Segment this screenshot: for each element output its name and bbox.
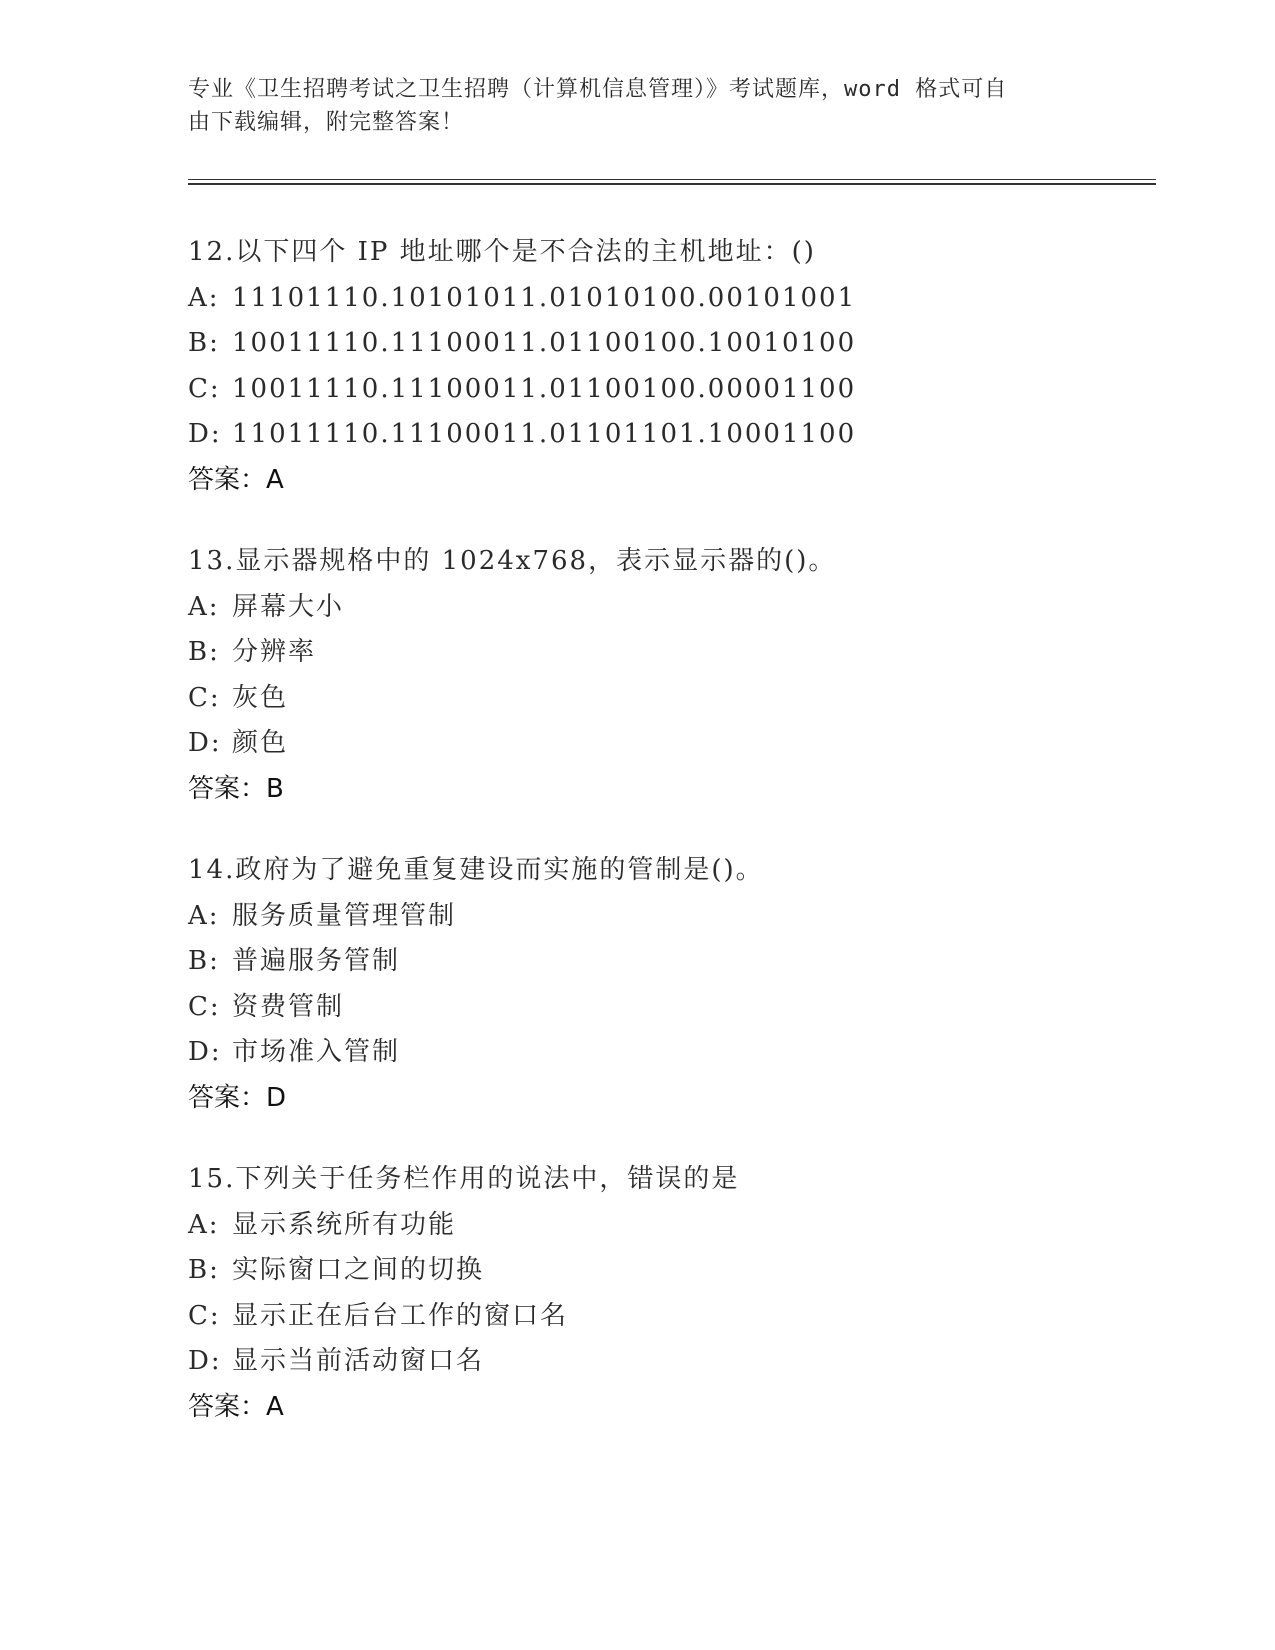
- option-text: 市场准入管制: [232, 1037, 401, 1067]
- option-letter: B:: [188, 1255, 220, 1285]
- option-letter: D:: [188, 419, 222, 449]
- header-divider-thick: [188, 183, 1156, 185]
- option-text: 10011110.11100011.01100100.00001100: [232, 373, 857, 404]
- header-divider-thin: [188, 179, 1156, 180]
- option-text: 灰色: [232, 682, 289, 713]
- answer-line: 答案：A: [188, 464, 284, 495]
- header-line-1: 专业《卫生招聘考试之卫生招聘（计算机信息管理）》考试题库，word 格式可自: [188, 77, 1008, 102]
- option-letter: D:: [188, 1037, 222, 1067]
- option-letter: A:: [188, 591, 220, 622]
- question-title: 15.下列关于任务栏作用的说法中，错误的是: [188, 1164, 740, 1194]
- question-12: [188, 230, 1148, 503]
- option-text: 屏幕大小: [232, 591, 345, 622]
- option-text: 10011110.11100011.01100100.10010100: [232, 328, 857, 358]
- option-c: [188, 985, 1148, 1031]
- option-text: 显示系统所有功能: [232, 1209, 457, 1240]
- answer-line: 答案：B: [188, 773, 284, 804]
- option-letter: C:: [188, 682, 221, 713]
- option-text: 11101110.10101011.01010100.00101001: [232, 282, 857, 313]
- option-a: [188, 1203, 1148, 1249]
- option-text: 11011110.11100011.01101101.10001100: [232, 419, 857, 449]
- document-header: [188, 73, 1088, 139]
- option-text: 显示当前活动窗口名: [232, 1346, 485, 1376]
- question-list: [188, 230, 1148, 1466]
- header-line-2: 由下载编辑，附完整答案！: [188, 110, 465, 135]
- option-letter: A:: [188, 900, 220, 931]
- option-letter: B:: [188, 637, 220, 667]
- option-letter: D:: [188, 1346, 222, 1376]
- option-letter: C:: [188, 373, 221, 404]
- question-14: [188, 848, 1148, 1121]
- option-text: 颜色: [232, 728, 289, 758]
- option-letter: A:: [188, 282, 220, 313]
- option-c: [188, 367, 1148, 413]
- question-title: 12.以下四个 IP 地址哪个是不合法的主机地址：(): [188, 237, 816, 267]
- option-letter: D:: [188, 728, 222, 758]
- option-text: 普遍服务管制: [232, 946, 401, 976]
- answer-line: 答案：A: [188, 1391, 284, 1422]
- option-text: 显示正在后台工作的窗口名: [232, 1300, 569, 1331]
- option-a: [188, 894, 1148, 940]
- option-d: [188, 412, 1148, 458]
- question-15: [188, 1157, 1148, 1430]
- option-d: [188, 1030, 1148, 1076]
- option-letter: B:: [188, 328, 220, 358]
- option-letter: C:: [188, 991, 221, 1022]
- option-d: [188, 1339, 1148, 1385]
- option-letter: B:: [188, 946, 220, 976]
- question-title: 13.显示器规格中的 1024ⅹ768，表示显示器的()。: [188, 546, 837, 576]
- option-b: [188, 939, 1148, 985]
- option-a: [188, 276, 1148, 322]
- option-text: 服务质量管理管制: [232, 900, 457, 931]
- option-b: [188, 1248, 1148, 1294]
- option-d: [188, 721, 1148, 767]
- answer-line: 答案：D: [188, 1082, 287, 1113]
- option-b: [188, 321, 1148, 367]
- question-title: 14.政府为了避免重复建设而实施的管制是()。: [188, 855, 764, 885]
- option-a: [188, 585, 1148, 631]
- option-letter: A:: [188, 1209, 220, 1240]
- option-letter: C:: [188, 1300, 221, 1331]
- option-text: 资费管制: [232, 991, 345, 1022]
- option-text: 分辨率: [232, 637, 317, 667]
- option-c: [188, 676, 1148, 722]
- option-b: [188, 630, 1148, 676]
- question-13: [188, 539, 1148, 812]
- option-c: [188, 1294, 1148, 1340]
- option-text: 实际窗口之间的切换: [232, 1255, 485, 1285]
